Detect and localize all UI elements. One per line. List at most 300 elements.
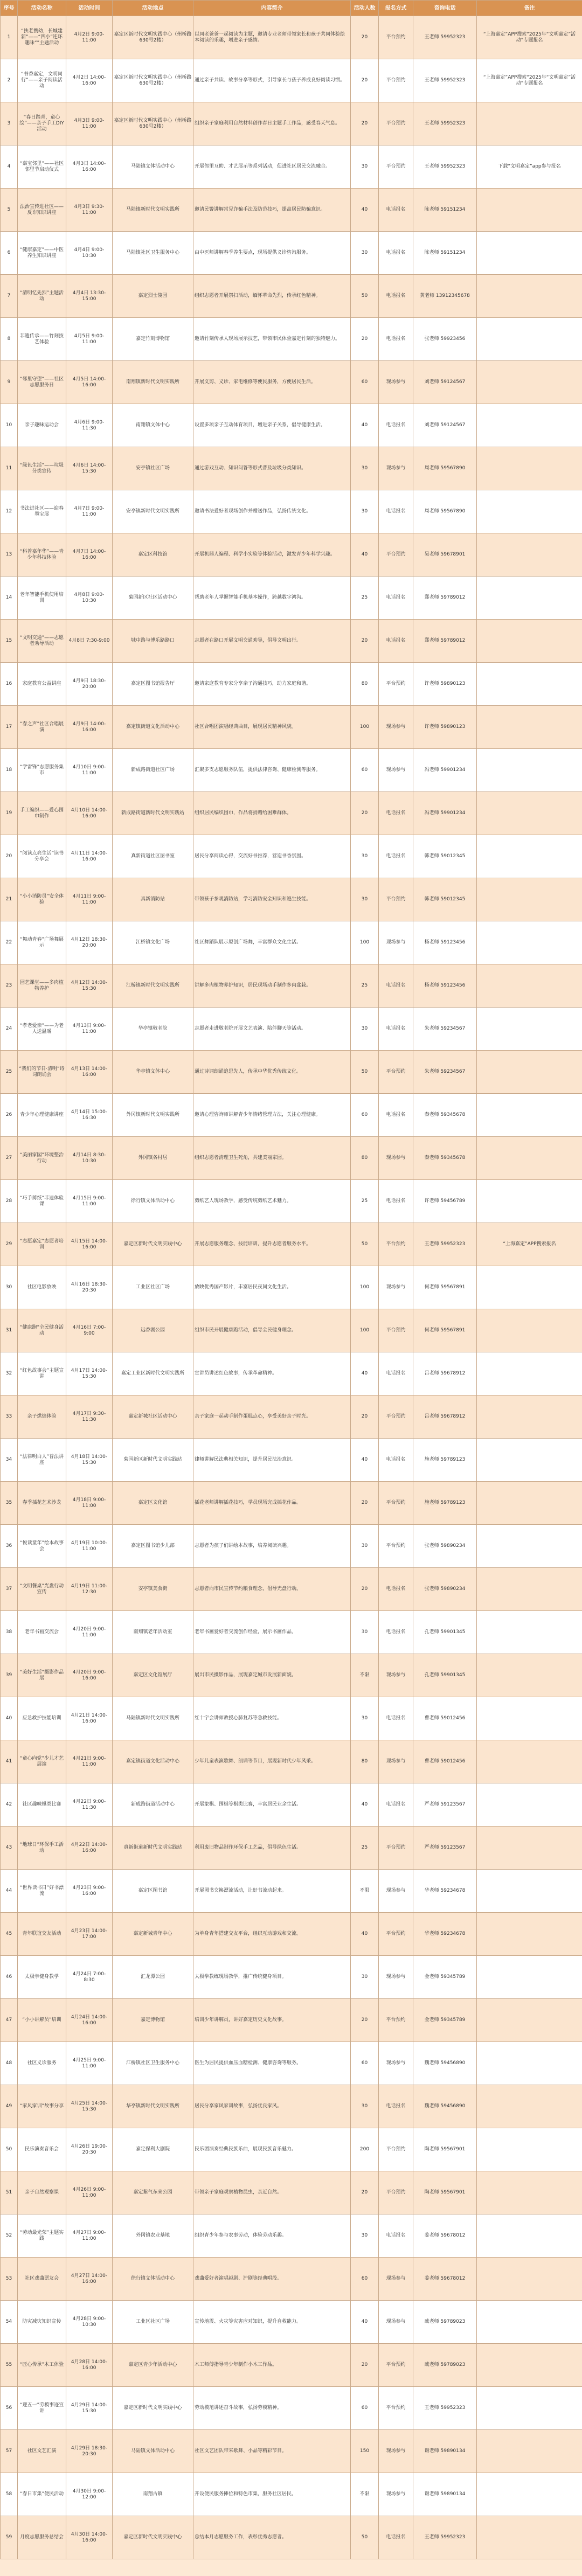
- cell-phone: 金老师 59345789: [413, 1956, 477, 1999]
- cell-time: 4月26日 19:00-20:30: [66, 2128, 113, 2171]
- cell-people: 100: [351, 1266, 379, 1309]
- cell-signup: 电话报名: [379, 792, 413, 835]
- cell-desc: 组织市民开展健康跑活动，倡导全民健身理念。: [193, 1309, 351, 1352]
- cell-desc: 邀请家庭教育专家分享亲子沟通技巧，助力家庭和谐。: [193, 663, 351, 706]
- cell-signup: 电话报名: [379, 835, 413, 878]
- cell-time: 4月24日 7:00-8:30: [66, 1956, 113, 1999]
- cell-place: 南翔古镇: [113, 2473, 193, 2516]
- cell-signup: 现场参与: [379, 1266, 413, 1309]
- cell-no: 10: [1, 404, 18, 447]
- cell-signup: 现场参与: [379, 2258, 413, 2301]
- cell-note: [477, 1395, 582, 1439]
- cell-desc: 开设便民服务摊位和特色市集，服务社区居民。: [193, 2473, 351, 2516]
- table-row: [1, 2430, 582, 2473]
- cell-note: [477, 2301, 582, 2344]
- cell-phone: 韩老师 59012345: [413, 835, 477, 878]
- cell-note: 下载“文明嘉定”app参与报名: [477, 145, 582, 189]
- cell-no: 11: [1, 447, 18, 490]
- cell-no: 58: [1, 2473, 18, 2516]
- cell-place: 真新消防站: [113, 878, 193, 921]
- cell-name: “春日踏青，童心绘”——亲子手工DIY活动: [18, 102, 66, 145]
- cell-name: 社区文艺汇演: [18, 2430, 66, 2473]
- cell-place: 嘉定保利大剧院: [113, 2128, 193, 2171]
- table-row: [1, 1654, 582, 1697]
- cell-no: 3: [1, 102, 18, 145]
- cell-phone: 韩老师 59012345: [413, 878, 477, 921]
- cell-people: 50: [351, 1051, 379, 1094]
- cell-desc: 邀请心理咨询师讲解青少年情绪管理方法，关注心理健康。: [193, 1094, 351, 1137]
- cell-phone: 杨老师 59123456: [413, 964, 477, 1008]
- cell-name: “美好生活”摄影作品展: [18, 1654, 66, 1697]
- cell-time: 4月18日 14:00-15:30: [66, 1439, 113, 1482]
- cell-desc: 开展图书交换漂流活动，让好书流动起来。: [193, 1870, 351, 1913]
- cell-desc: 少年儿童表演歌舞、朗诵等节目，展现新时代少年风采。: [193, 1740, 351, 1783]
- cell-phone: 周老师 59567890: [413, 447, 477, 490]
- cell-signup: 平台预约: [379, 2344, 413, 2387]
- cell-people: 20: [351, 1395, 379, 1439]
- cell-note: [477, 1180, 582, 1223]
- cell-desc: 志愿者为孩子们讲绘本故事，培养阅读兴趣。: [193, 1525, 351, 1568]
- cell-desc: 律师讲解民法典相关知识，提升居民法治意识。: [193, 1439, 351, 1482]
- cell-no: 29: [1, 1223, 18, 1266]
- table-row: [1, 706, 582, 749]
- cell-people: 25: [351, 1180, 379, 1223]
- cell-signup: 电话报名: [379, 1439, 413, 1482]
- cell-signup: 现场参与: [379, 2473, 413, 2516]
- cell-place: 嘉定区科技馆: [113, 533, 193, 577]
- cell-phone: 严老师 59123567: [413, 1783, 477, 1827]
- cell-people: 40: [351, 2301, 379, 2344]
- cell-people: 80: [351, 663, 379, 706]
- cell-people: 20: [351, 792, 379, 835]
- cell-phone: 施老师 59789123: [413, 1482, 477, 1525]
- cell-phone: 陈老师 59151234: [413, 232, 477, 275]
- cell-desc: 组织志愿者清理卫生死角，共建美丽家园。: [193, 1137, 351, 1180]
- cell-signup: 平台预约: [379, 2128, 413, 2171]
- cell-desc: 戏曲爱好者演唱越剧、沪剧等经典唱段。: [193, 2258, 351, 2301]
- cell-place: 徐行镇文体活动中心: [113, 1180, 193, 1223]
- cell-signup: 电话报名: [379, 1180, 413, 1223]
- table-row: [1, 2387, 582, 2430]
- table-row: [1, 1309, 582, 1352]
- table-row: [1, 189, 582, 232]
- cell-name: “春日市集”便民活动: [18, 2473, 66, 2516]
- cell-signup: 现场参与: [379, 2301, 413, 2344]
- cell-no: 31: [1, 1309, 18, 1352]
- cell-phone: 秦老师 59345678: [413, 1137, 477, 1180]
- cell-time: 4月22日 9:00-11:30: [66, 1783, 113, 1827]
- cell-people: 20: [351, 318, 379, 361]
- cell-time: 4月11日 9:00-11:00: [66, 878, 113, 921]
- cell-name: “迎五一”劳模事迹宣讲: [18, 2387, 66, 2430]
- cell-people: 20: [351, 1568, 379, 1611]
- cell-people: 40: [351, 1783, 379, 1827]
- cell-place: 马陆镇新时代文明实践所: [113, 1697, 193, 1740]
- cell-people: 不限: [351, 2473, 379, 2516]
- cell-desc: 开展义剪、义诊、家电维修等便民服务，方便居民生活。: [193, 361, 351, 404]
- cell-people: 30: [351, 878, 379, 921]
- cell-time: 4月4日 13:30-15:00: [66, 275, 113, 318]
- cell-signup: 现场参与: [379, 1870, 413, 1913]
- cell-note: [477, 2473, 582, 2516]
- cell-place: 嘉定区新时代文明实践中心（州桥路630号2楼）: [113, 59, 193, 102]
- table-row: [1, 577, 582, 620]
- cell-time: 4月27日 9:00-11:00: [66, 2214, 113, 2258]
- header-desc: 内容简介: [193, 1, 351, 16]
- cell-place: 嘉定区文化馆: [113, 1482, 193, 1525]
- cell-place: 菊园新区新时代文明实践站: [113, 1439, 193, 1482]
- cell-no: 39: [1, 1654, 18, 1697]
- cell-name: 亲子趣味运动会: [18, 404, 66, 447]
- cell-no: 9: [1, 361, 18, 404]
- cell-people: 30: [351, 1956, 379, 1999]
- cell-note: [477, 620, 582, 663]
- cell-note: [477, 490, 582, 533]
- cell-name: “法律明白人”普法讲座: [18, 1439, 66, 1482]
- cell-people: 50: [351, 275, 379, 318]
- table-row: [1, 792, 582, 835]
- cell-people: 30: [351, 2085, 379, 2128]
- cell-no: 4: [1, 145, 18, 189]
- cell-people: 30: [351, 490, 379, 533]
- cell-name: “小小消防员”安全体验: [18, 878, 66, 921]
- cell-people: 60: [351, 361, 379, 404]
- cell-people: 40: [351, 404, 379, 447]
- cell-note: [477, 1352, 582, 1395]
- cell-place: 汇龙潭公园: [113, 1956, 193, 1999]
- table-row: [1, 1697, 582, 1740]
- cell-phone: 王老师 59952323: [413, 16, 477, 59]
- cell-people: 20: [351, 102, 379, 145]
- cell-name: “家风家训”故事分享: [18, 2085, 66, 2128]
- cell-desc: 设置多项亲子互动体育项目，增进亲子关系，倡导健康生活。: [193, 404, 351, 447]
- cell-phone: 孔老师 59901345: [413, 1611, 477, 1654]
- cell-no: 13: [1, 533, 18, 577]
- table-row: [1, 2171, 582, 2214]
- cell-phone: 华老师 59234678: [413, 1870, 477, 1913]
- table-row: [1, 964, 582, 1008]
- cell-people: 80: [351, 1137, 379, 1180]
- cell-place: 嘉定区图书馆: [113, 1870, 193, 1913]
- cell-people: 60: [351, 749, 379, 792]
- cell-people: 20: [351, 1999, 379, 2042]
- cell-name: 园艺课堂——多肉植物养护: [18, 964, 66, 1008]
- cell-name: “健康跑”全民健身活动: [18, 1309, 66, 1352]
- cell-name: “科普嘉年华”——青少年科技体验: [18, 533, 66, 577]
- cell-time: 4月23日 9:00-16:00: [66, 1870, 113, 1913]
- cell-place: 江桥镇新时代文明实践所: [113, 964, 193, 1008]
- cell-desc: 组织亲子家庭利用自然材料创作春日主题手工作品，感受春天气息。: [193, 102, 351, 145]
- cell-name: “文明交通”——志愿者劝导活动: [18, 620, 66, 663]
- cell-place: 新成路街道社区广场: [113, 749, 193, 792]
- cell-phone: 曹老师 59012456: [413, 1740, 477, 1783]
- cell-phone: 陶老师 59567901: [413, 2171, 477, 2214]
- cell-signup: 电话报名: [379, 490, 413, 533]
- cell-name: “邻里守望”——社区志愿服务日: [18, 361, 66, 404]
- cell-phone: 陈老师 59151234: [413, 189, 477, 232]
- cell-desc: 带领亲子家庭观察植物昆虫，亲近自然。: [193, 2171, 351, 2214]
- cell-no: 20: [1, 835, 18, 878]
- cell-note: [477, 964, 582, 1008]
- cell-no: 38: [1, 1611, 18, 1654]
- cell-signup: 平台预约: [379, 663, 413, 706]
- cell-time: 4月10日 14:00-16:00: [66, 792, 113, 835]
- table-row: [1, 16, 582, 59]
- cell-phone: 郑老师 59789012: [413, 577, 477, 620]
- cell-name: “童心向党”少儿才艺展演: [18, 1740, 66, 1783]
- cell-people: 60: [351, 2042, 379, 2085]
- cell-note: [477, 835, 582, 878]
- cell-phone: 严老师 59123567: [413, 1827, 477, 1870]
- cell-no: 19: [1, 792, 18, 835]
- cell-people: 200: [351, 2128, 379, 2171]
- cell-name: 社区戏曲票友会: [18, 2258, 66, 2301]
- cell-people: 20: [351, 2344, 379, 2387]
- cell-no: 59: [1, 2516, 18, 2559]
- cell-phone: 何老师 59567891: [413, 1266, 477, 1309]
- cell-no: 14: [1, 577, 18, 620]
- cell-signup: 电话报名: [379, 1783, 413, 1827]
- table-row: [1, 1740, 582, 1783]
- cell-note: “上海嘉定”APP搜索“2025年“文明嘉定”活动”专题报名: [477, 59, 582, 102]
- cell-note: [477, 102, 582, 145]
- cell-name: “我们的节日·清明”诗词朗诵会: [18, 1051, 66, 1094]
- cell-signup: 平台预约: [379, 102, 413, 145]
- cell-name: “书香嘉定，文明同行”——亲子阅读活动: [18, 59, 66, 102]
- cell-name: “扶老携幼，长城建新”——“四小”连环趣味“”主题活动: [18, 16, 66, 59]
- cell-note: [477, 404, 582, 447]
- cell-people: 60: [351, 2387, 379, 2430]
- cell-place: 南翔镇老年活动室: [113, 1611, 193, 1654]
- cell-time: 4月6日 9:00-11:30: [66, 404, 113, 447]
- cell-phone: 刘老师 59124567: [413, 404, 477, 447]
- cell-desc: 居民分享家风家训故事，弘扬优良家风。: [193, 2085, 351, 2128]
- cell-note: [477, 1827, 582, 1870]
- cell-name: “巧手剪纸”非遗体验课: [18, 1180, 66, 1223]
- cell-place: 安亭镇新时代文明实践所: [113, 490, 193, 533]
- cell-signup: 现场参与: [379, 2430, 413, 2473]
- cell-no: 55: [1, 2344, 18, 2387]
- cell-no: 48: [1, 2042, 18, 2085]
- cell-place: 工业区社区广场: [113, 2301, 193, 2344]
- table-row: [1, 1913, 582, 1956]
- cell-people: 30: [351, 1525, 379, 1568]
- cell-desc: 社区文艺团队带来歌舞、小品等精彩节目。: [193, 2430, 351, 2473]
- cell-no: 15: [1, 620, 18, 663]
- cell-place: 嘉定区新时代文明实践中心: [113, 1223, 193, 1266]
- cell-phone: 张老师 59890234: [413, 1568, 477, 1611]
- cell-note: [477, 318, 582, 361]
- cell-phone: 朱老师 59234567: [413, 1008, 477, 1051]
- table-row: [1, 1525, 582, 1568]
- cell-desc: 太极拳教练现场教学，推广传统健身项目。: [193, 1956, 351, 1999]
- header-signup: 报名方式: [379, 1, 413, 16]
- cell-signup: 平台预约: [379, 2387, 413, 2430]
- cell-name: “悦读童年”绘本故事会: [18, 1525, 66, 1568]
- cell-note: [477, 878, 582, 921]
- cell-phone: 戚老师 59789023: [413, 2301, 477, 2344]
- cell-phone: 秦老师 59345678: [413, 1094, 477, 1137]
- cell-phone: 王老师 59952323: [413, 59, 477, 102]
- cell-time: 4月7日 14:00-16:00: [66, 533, 113, 577]
- cell-no: 22: [1, 921, 18, 964]
- cell-name: 家庭教育公益讲座: [18, 663, 66, 706]
- cell-desc: 组织居民编织围巾，作品将捐赠给困难群体。: [193, 792, 351, 835]
- cell-note: [477, 361, 582, 404]
- table-row: [1, 533, 582, 577]
- cell-note: [477, 189, 582, 232]
- cell-no: 1: [1, 16, 18, 59]
- table-header-row: [1, 1, 582, 16]
- cell-signup: 平台预约: [379, 59, 413, 102]
- cell-name: 青少年心理健康讲座: [18, 1094, 66, 1137]
- cell-place: 华亭镇新时代文明实践所: [113, 2085, 193, 2128]
- cell-note: [477, 1008, 582, 1051]
- cell-signup: 现场参与: [379, 1740, 413, 1783]
- cell-people: 60: [351, 1094, 379, 1137]
- cell-desc: 开展志愿服务理念、技能培训，提升志愿者服务水平。: [193, 1223, 351, 1266]
- cell-name: “志愿嘉定”志愿者培训: [18, 1223, 66, 1266]
- cell-note: [477, 1309, 582, 1352]
- cell-phone: 杨老师 59123456: [413, 921, 477, 964]
- cell-time: 4月13日 9:00-11:00: [66, 1008, 113, 1051]
- cell-signup: 电话报名: [379, 1568, 413, 1611]
- cell-no: 35: [1, 1482, 18, 1525]
- cell-phone: 冯老师 59901234: [413, 749, 477, 792]
- cell-name: 书法进社区——迎春墨宝展: [18, 490, 66, 533]
- cell-phone: 黄老师 13912345678: [413, 275, 477, 318]
- cell-name: 青年联谊交友活动: [18, 1913, 66, 1956]
- cell-time: 4月13日 14:00-16:00: [66, 1051, 113, 1094]
- cell-name: 法治宣传进社区——反诈知识讲座: [18, 189, 66, 232]
- cell-place: 华亭镇文体中心: [113, 1051, 193, 1094]
- cell-place: 外冈镇各村居: [113, 1137, 193, 1180]
- cell-phone: 吴老师 59678901: [413, 533, 477, 577]
- cell-name: 月度志愿服务总结会: [18, 2516, 66, 2559]
- cell-place: 嘉定区新时代文明实践中心（州桥路630号2楼）: [113, 102, 193, 145]
- cell-note: [477, 1568, 582, 1611]
- cell-signup: 现场参与: [379, 361, 413, 404]
- table-row: [1, 1223, 582, 1266]
- cell-signup: 电话报名: [379, 620, 413, 663]
- table-row: [1, 2258, 582, 2301]
- cell-time: 4月29日 18:30-20:30: [66, 2430, 113, 2473]
- table-row: [1, 2473, 582, 2516]
- table-row: [1, 447, 582, 490]
- cell-no: 51: [1, 2171, 18, 2214]
- cell-people: 30: [351, 447, 379, 490]
- cell-people: 30: [351, 1611, 379, 1654]
- cell-signup: 平台预约: [379, 2171, 413, 2214]
- cell-note: [477, 2516, 582, 2559]
- cell-signup: 电话报名: [379, 1697, 413, 1740]
- cell-no: 32: [1, 1352, 18, 1395]
- cell-desc: 以同老爸爸一起阅读为主题，邀请专业老师带领家长和孩子共同体验绘本阅读的乐趣，增进亲子感情。: [193, 16, 351, 59]
- cell-note: [477, 533, 582, 577]
- table-row: [1, 1180, 582, 1223]
- cell-no: 17: [1, 706, 18, 749]
- cell-desc: 社区合唱团演唱经典曲目，展现居民精神风貌。: [193, 706, 351, 749]
- cell-signup: 电话报名: [379, 1008, 413, 1051]
- cell-no: 16: [1, 663, 18, 706]
- cell-phone: 王老师 59952323: [413, 2387, 477, 2430]
- cell-signup: 现场参与: [379, 1654, 413, 1697]
- cell-phone: 戚老师 59789023: [413, 2344, 477, 2387]
- cell-time: 4月9日 18:30-20:00: [66, 663, 113, 706]
- cell-people: 60: [351, 2258, 379, 2301]
- cell-desc: 邀请竹刻传承人现场展示技艺，带领市民体验嘉定竹刻的独特魅力。: [193, 318, 351, 361]
- cell-note: [477, 1094, 582, 1137]
- cell-no: 53: [1, 2258, 18, 2301]
- cell-signup: 现场参与: [379, 1956, 413, 1999]
- cell-desc: 利用废旧物品制作环保手工艺品，倡导绿色生活。: [193, 1827, 351, 1870]
- cell-phone: 何老师 59567891: [413, 1309, 477, 1352]
- cell-people: 30: [351, 232, 379, 275]
- cell-time: 4月3日 14:00-16:00: [66, 145, 113, 189]
- cell-people: 25: [351, 577, 379, 620]
- cell-desc: 木工师傅指导青少年制作小木工作品。: [193, 2344, 351, 2387]
- cell-place: 嘉定工业区新时代文明实践所: [113, 1352, 193, 1395]
- table-row: [1, 1266, 582, 1309]
- cell-time: 4月29日 14:00-15:30: [66, 2387, 113, 2430]
- cell-phone: 许老师 59890123: [413, 706, 477, 749]
- cell-time: 4月7日 9:00-11:00: [66, 490, 113, 533]
- cell-desc: 开展邻里互助、才艺展示等系列活动，促进社区居民交流融合。: [193, 145, 351, 189]
- cell-note: [477, 1611, 582, 1654]
- cell-name: 老年书画交流会: [18, 1611, 66, 1654]
- cell-time: 4月9日 14:00-16:00: [66, 706, 113, 749]
- cell-people: 100: [351, 706, 379, 749]
- cell-name: “学雷锋”志愿服务集市: [18, 749, 66, 792]
- cell-time: 4月3日 9:00-11:00: [66, 102, 113, 145]
- cell-name: 社区趣味棋类比赛: [18, 1783, 66, 1827]
- cell-place: 嘉定烈士陵园: [113, 275, 193, 318]
- cell-signup: 电话报名: [379, 2214, 413, 2258]
- table-row: [1, 620, 582, 663]
- cell-people: 80: [351, 1740, 379, 1783]
- cell-place: 南翔镇新时代文明实践所: [113, 361, 193, 404]
- cell-no: 25: [1, 1051, 18, 1094]
- table-row: [1, 2344, 582, 2387]
- cell-no: 40: [1, 1697, 18, 1740]
- cell-name: 社区电影放映: [18, 1266, 66, 1309]
- cell-note: [477, 1913, 582, 1956]
- cell-desc: 亲子家庭一起动手制作蛋糕点心，享受美好亲子时光。: [193, 1395, 351, 1439]
- cell-people: 40: [351, 1352, 379, 1395]
- cell-signup: 现场参与: [379, 1137, 413, 1180]
- cell-time: 4月15日 14:00-16:00: [66, 1223, 113, 1266]
- cell-time: 4月19日 10:00-11:00: [66, 1525, 113, 1568]
- cell-no: 56: [1, 2387, 18, 2430]
- table-row: [1, 1352, 582, 1395]
- cell-people: 100: [351, 921, 379, 964]
- cell-signup: 平台预约: [379, 1999, 413, 2042]
- cell-time: 4月12日 18:30-20:00: [66, 921, 113, 964]
- cell-place: 嘉定区新时代文明实践中心: [113, 2516, 193, 2559]
- cell-signup: 现场参与: [379, 749, 413, 792]
- cell-place: 江桥镇文化广场: [113, 921, 193, 964]
- cell-no: 50: [1, 2128, 18, 2171]
- table-row: [1, 2301, 582, 2344]
- cell-no: 46: [1, 1956, 18, 1999]
- table-row: [1, 1094, 582, 1137]
- table-row: [1, 2516, 582, 2559]
- cell-no: 28: [1, 1180, 18, 1223]
- cell-name: “劳动最光荣”主题实践: [18, 2214, 66, 2258]
- cell-people: 30: [351, 1697, 379, 1740]
- cell-name: “文明餐桌”光盘行动宣传: [18, 1568, 66, 1611]
- cell-time: 4月15日 9:00-11:00: [66, 1180, 113, 1223]
